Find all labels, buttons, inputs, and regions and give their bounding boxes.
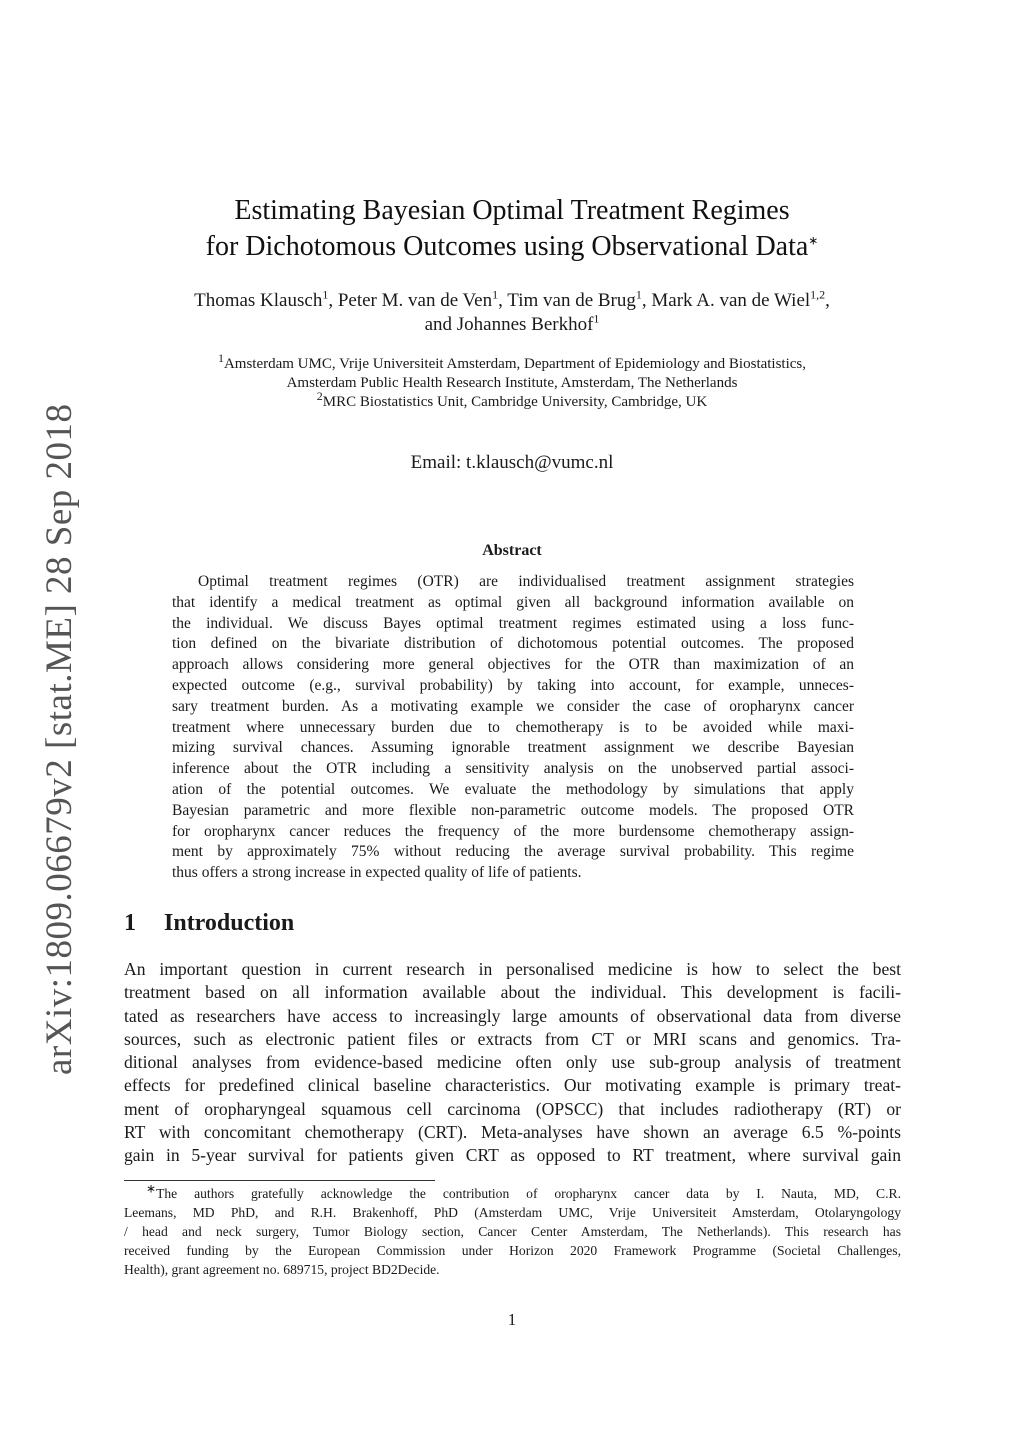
section-title: Introduction bbox=[164, 910, 295, 936]
authors-line-2 bbox=[0, 313, 1024, 337]
affiliation-text: MRC Biostatistics Unit, Cambridge University, Cambridge, UK bbox=[322, 394, 708, 410]
author-name: and Johannes Berkhof bbox=[424, 314, 594, 335]
title-footnote-mark: ∗ bbox=[808, 233, 819, 248]
intro-line: sources, such as electronic patient files or extracts from CT or MRI scans and genomics. Tra- bbox=[124, 1028, 901, 1049]
author-name: Thomas Klausch bbox=[194, 290, 323, 311]
author-name: Mark A. van de Wiel bbox=[651, 290, 811, 311]
abstract-line: thus offers a strong increase in expected quality of life of patients. bbox=[172, 864, 582, 882]
author-affil-sup: 1 bbox=[635, 287, 642, 302]
title-line-1: Estimating Bayesian Optimal Treatment Regimes bbox=[234, 195, 790, 226]
abstract-line: expected outcome (e.g., survival probability) by taking into account, for example, unneces- bbox=[172, 676, 854, 694]
title-line-2-text: for Dichotomous Outcomes using Observational Data bbox=[205, 231, 809, 262]
author-name: Tim van de Brug bbox=[507, 290, 636, 311]
footnote bbox=[124, 1181, 901, 1279]
abstract-line: that identify a medical treatment as optimal given all background information available on bbox=[172, 593, 854, 611]
intro-line: gain in 5-year survival for patients given CRT as opposed to RT treatment, where survival gain bbox=[124, 1145, 901, 1166]
section-number: 1 bbox=[124, 910, 136, 936]
abstract-line: for oropharynx cancer reduces the frequency of the more burdensome chemotherapy assign- bbox=[172, 822, 854, 840]
footnote-line: Health), grant agreement no. 689715, project BD2Decide. bbox=[124, 1262, 440, 1277]
section-heading bbox=[124, 910, 294, 937]
abstract-line: Optimal treatment regimes (OTR) are individualised treatment assignment strategies bbox=[198, 573, 854, 590]
author-name: Peter M. van de Ven bbox=[337, 290, 493, 311]
authors-line-1: Thomas Klausch$^1$, Peter M. van de Ven$^1$, Tim van de Brug$^1$, Mark A. van de Wiel$^{1,2}$, bbox=[194, 287, 830, 311]
footnote-mark: ∗ bbox=[146, 1181, 157, 1196]
intro-line: An important question in current research in personalised medicine is how to select the best bbox=[124, 959, 901, 979]
intro-line: treatment based on all information available about the individual. This development is facili- bbox=[124, 982, 901, 1003]
affiliation-line-3 bbox=[0, 389, 1024, 412]
footnote-rule bbox=[124, 1180, 435, 1181]
affiliation-text: Amsterdam UMC, Vrije Universiteit Amsterdam, Department of Epidemiology and Biostatistics, bbox=[223, 356, 807, 372]
footnote-line: Leemans, MD PhD, and R.H. Brakenhoff, PhD (Amsterdam UMC, Vrije Universiteit Amsterdam, Otolaryngology bbox=[124, 1205, 901, 1220]
intro-line: ditional analyses from evidence-based medicine often only use sub-group analysis of treatment bbox=[124, 1052, 901, 1073]
affil-sup: 1 bbox=[217, 351, 224, 365]
intro-line: effects for predefined clinical baseline characteristics. Our motivating example is primary treat- bbox=[124, 1075, 901, 1096]
abstract-line: Bayesian parametric and more flexible non-parametric outcome models. The proposed OTR bbox=[172, 801, 854, 819]
contact-email: Email: t.klausch@vumc.nl bbox=[410, 452, 614, 473]
title-line-2 bbox=[0, 229, 1024, 265]
author-affil-sup: 1,2 bbox=[810, 287, 826, 302]
affil-sup: 2 bbox=[316, 389, 323, 403]
footnote-line: / head and neck surgery, Tumor Biology section, Cancer Center Amsterdam, The Netherlands). This research has bbox=[124, 1224, 901, 1239]
intro-line: tated as researchers have access to increasingly large amounts of observational data from diverse bbox=[124, 1005, 901, 1026]
footnote-line: ∗The authors gratefully acknowledge the contribution of oropharynx cancer data by I. Nauta, MD, C.R. bbox=[146, 1181, 901, 1201]
abstract-line: ment by approximately 75% without reducing the average survival probability. This regime bbox=[172, 843, 854, 861]
abstract-line: ation of the potential outcomes. We evaluate the methodology by simulations that apply bbox=[172, 780, 854, 798]
abstract-line: the individual. We discuss Bayes optimal treatment regimes estimated using a loss func- bbox=[172, 614, 854, 632]
abstract-line: approach allows considering more general objectives for the OTR than maximization of an bbox=[172, 656, 854, 674]
affiliation-line-2: Amsterdam Public Health Research Institute, Amsterdam, The Netherlands bbox=[286, 375, 738, 391]
abstract-line: treatment where unnecessary burden due to chemotherapy is to be avoided while maxi- bbox=[172, 718, 854, 736]
abstract-line: mizing survival chances. Assuming ignorable treatment assignment we describe Bayesian bbox=[172, 739, 854, 757]
intro-line: ment of oropharyngeal squamous cell carcinoma (OPSCC) that includes radiotherapy (RT) or bbox=[124, 1098, 901, 1119]
page-number: 1 bbox=[507, 1310, 517, 1329]
author-affil-sup: 1 bbox=[593, 311, 600, 326]
affiliation-line-1 bbox=[0, 351, 1024, 374]
abstract-body bbox=[172, 572, 854, 884]
author-affil-sup: 1 bbox=[322, 287, 329, 302]
arxiv-stamp: arXiv:1809.06679v2 [stat.ME] 28 Sep 2018 bbox=[39, 403, 80, 1075]
intro-line: RT with concomitant chemotherapy (CRT). Meta-analyses have shown an average 6.5 %-points bbox=[124, 1122, 901, 1143]
abstract-line: tion defined on the bivariate distribution of dichotomous potential outcomes. The proposed bbox=[172, 635, 854, 653]
author-affil-sup: 1 bbox=[492, 287, 499, 302]
abstract-line: inference about the OTR including a sensitivity analysis on the unobserved partial associ- bbox=[172, 760, 854, 778]
abstract-line: sary treatment burden. As a motivating example we consider the case of oropharynx cancer bbox=[172, 697, 854, 715]
footnote-line: received funding by the European Commission under Horizon 2020 Framework Programme (Societal Challenges, bbox=[124, 1243, 901, 1258]
intro-paragraph bbox=[124, 958, 901, 1168]
abstract-heading: Abstract bbox=[482, 542, 542, 559]
